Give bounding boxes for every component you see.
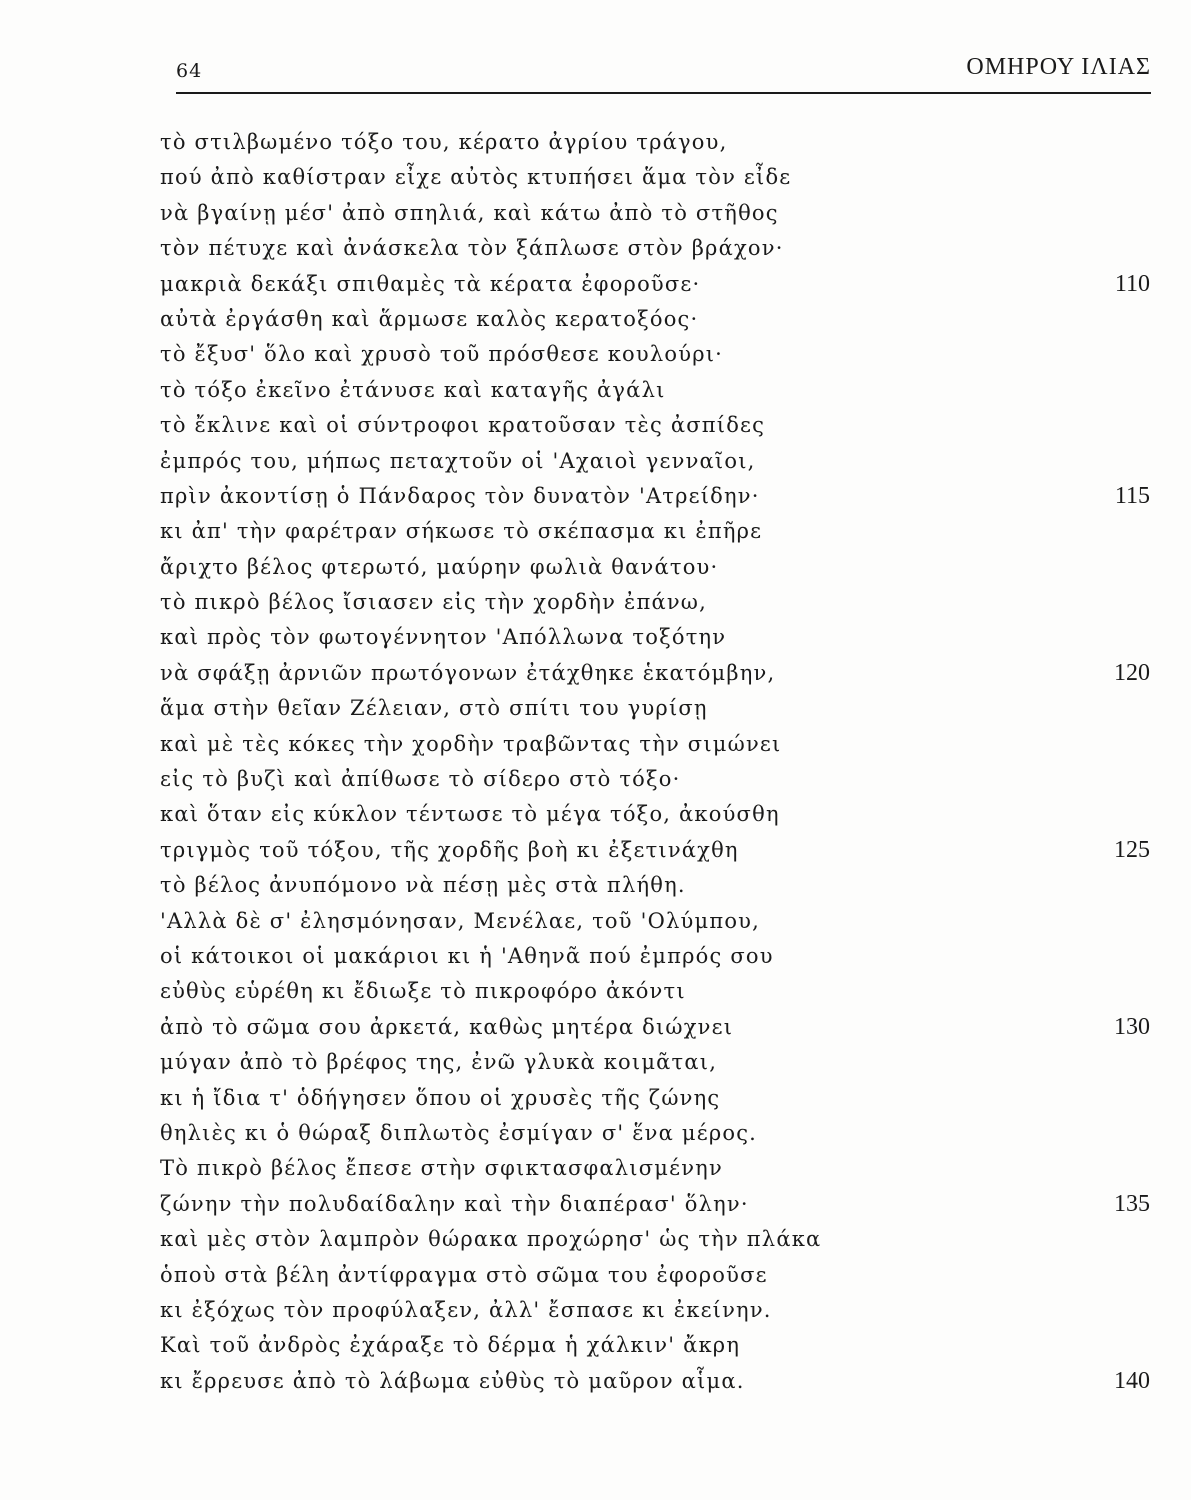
verse-line	[160, 620, 1160, 655]
verse-text: ἅμα στὴν θεῖαν Ζέλειαν, στὸ σπίτι του γυρίσῃ	[160, 696, 708, 721]
verse-line	[160, 939, 1160, 974]
verse-line	[160, 337, 1160, 372]
verse-line	[160, 833, 1160, 868]
verse-line	[160, 231, 1160, 266]
verse-text: κι ἔρρευσε ἀπὸ τὸ λάβωμα εὐθὺς τὸ μαῦρον αἷμα.	[160, 1368, 745, 1393]
verse-text: ἄριχτο βέλος φτερωτό, μαύρην φωλιὰ θανάτου·	[160, 554, 719, 579]
line-number: 140	[1114, 1367, 1150, 1394]
verse-line	[160, 444, 1160, 479]
line-number: 120	[1114, 659, 1150, 686]
verse-text: κι ἐξόχως τὸν προφύλαξεν, ἀλλ' ἔσπασε κι ἐκείνην.	[160, 1297, 772, 1322]
verse-line	[160, 550, 1160, 585]
verse-line	[160, 267, 1160, 302]
verse-text: ζώνην τὴν πολυδαίδαλην καὶ τὴν διαπέρασ' ὅλην·	[160, 1191, 749, 1216]
verse-line	[160, 974, 1160, 1009]
verse-text: ἀπὸ τὸ σῶμα σου ἀρκετά, καθὼς μητέρα διώχνει	[160, 1014, 734, 1039]
page-number: 64	[176, 60, 203, 82]
verse-text: τὸ πικρὸ βέλος ἴσιασεν εἰς τὴν χορδὴν ἐπάνω,	[160, 590, 707, 615]
verse-line	[160, 1081, 1160, 1116]
verse-line	[160, 160, 1160, 195]
verse-line	[160, 585, 1160, 620]
verse-line	[160, 1293, 1160, 1328]
verse-text: πού ἀπὸ καθίστραν εἶχε αὐτὸς κτυπήσει ἅμα τὸν εἶδε	[160, 165, 792, 190]
verse-text: μακριὰ δεκάξι σπιθαμὲς τὰ κέρατα ἐφοροῦσε·	[160, 271, 701, 296]
verse-line	[160, 691, 1160, 726]
verse-text: καὶ μὲς στὸν λαμπρὸν θώρακα προχώρησ' ὡς τὴν πλάκα	[160, 1227, 822, 1252]
verse-text: τὸ στιλβωμένο τόξο του, κέρατο ἀγρίου τράγου,	[160, 130, 728, 154]
verse-line	[160, 1258, 1160, 1293]
verse-line	[160, 656, 1160, 691]
verse-line	[160, 1151, 1160, 1186]
verse-text: κι ἡ ἴδια τ' ὁδήγησεν ὅπου οἱ χρυσὲς τῆς ζώνης	[160, 1085, 721, 1110]
line-number: 130	[1114, 1013, 1150, 1040]
verse-text: τὸ τόξο ἐκεῖνο ἐτάνυσε καὶ καταγῆς ἀγάλι	[160, 377, 666, 402]
verse-text: πρὶν ἀκοντίσῃ ὁ Πάνδαρος τὸν δυνατὸν 'Ατρείδην·	[160, 483, 760, 508]
verse-line	[160, 727, 1160, 762]
verse-text: θηλιὲς κι ὁ θώραξ διπλωτὸς ἐσμίγαν σ' ἕνα μέρος.	[160, 1120, 758, 1145]
verse-line	[160, 125, 1160, 160]
verse-text: καὶ ὅταν εἰς κύκλον τέντωσε τὸ μέγα τόξο, ἀκούσθη	[160, 802, 780, 827]
running-title: ΟΜΗΡΟΥ ΙΛΙΑΣ	[966, 54, 1151, 80]
verse-text: μύγαν ἀπὸ τὸ βρέφος της, ἐνῶ γλυκὰ κοιμᾶται,	[160, 1050, 718, 1075]
verse-line	[160, 1116, 1160, 1151]
verse-text: οἱ κάτοικοι οἱ μακάριοι κι ἡ 'Αθηνᾶ πού ἐμπρός σου	[160, 943, 774, 968]
verse-text: εὐθὺς εὑρέθη κι ἔδιωξε τὸ πικροφόρο ἀκόντι	[160, 979, 686, 1004]
verse-line	[160, 514, 1160, 549]
verse-line	[160, 1045, 1160, 1080]
verse-text: τριγμὸς τοῦ τόξου, τῆς χορδῆς βοὴ κι ἐξετινάχθη	[160, 837, 739, 862]
line-number: 110	[1114, 270, 1150, 297]
verse-text: εἰς τὸ βυζὶ καὶ ἀπίθωσε τὸ σίδερο στὸ τόξο·	[160, 767, 681, 792]
verse-line	[160, 904, 1160, 939]
verse-line	[160, 1010, 1160, 1045]
verse-text: καὶ μὲ τὲς κόκες τὴν χορδὴν τραβῶντας τὴν σιμώνει	[160, 731, 782, 756]
verse-text: τὸ ἔξυσ' ὅλο καὶ χρυσὸ τοῦ πρόσθεσε κουλούρι·	[160, 342, 724, 367]
verse-line	[160, 762, 1160, 797]
verse-text: Καὶ τοῦ ἀνδρὸς ἐχάραξε τὸ δέρμα ἡ χάλκιν' ἄκρη	[160, 1333, 741, 1358]
verse-line	[160, 1187, 1160, 1222]
line-number: 125	[1114, 836, 1150, 863]
verse-text: νὰ βγαίνῃ μέσ' ἀπὸ σπηλιά, καὶ κάτω ἀπὸ τὸ στῆθος	[160, 200, 779, 225]
verse-text: Τὸ πικρὸ βέλος ἔπεσε στὴν σφικτασφαλισμένην	[160, 1156, 723, 1181]
verse-text: τὸ ἔκλινε καὶ οἱ σύντροφοι κρατοῦσαν τὲς ἀσπίδες	[160, 413, 766, 438]
line-number: 115	[1114, 482, 1150, 509]
verse-line	[160, 797, 1160, 832]
verse-line	[160, 373, 1160, 408]
verse-text: 'Αλλὰ δὲ σ' ἐλησμόνησαν, Μενέλαε, τοῦ 'Ολύμπου,	[160, 908, 761, 933]
verse-line	[160, 1222, 1160, 1257]
verse-text: αὐτὰ ἐργάσθη καὶ ἅρμωσε καλὸς κερατοξόος·	[160, 306, 699, 331]
verse-text: ὁποὺ στὰ βέλη ἀντίφραγμα στὸ σῶμα του ἐφοροῦσε	[160, 1262, 768, 1287]
verse-line	[160, 408, 1160, 443]
verse-line	[160, 196, 1160, 231]
verse-line	[160, 302, 1160, 337]
verse-text: ἐμπρός του, μήπως πεταχτοῦν οἱ 'Αχαιοὶ γενναῖοι,	[160, 448, 756, 473]
verse-text: τὸ βέλος ἀνυπόμονο νὰ πέσῃ μὲς στὰ πλήθη.	[160, 873, 686, 898]
verse-text: τὸν πέτυχε καὶ ἀνάσκελα τὸν ξάπλωσε στὸν βράχον·	[160, 236, 784, 261]
header-rule	[176, 92, 1151, 94]
verse-block	[160, 125, 1160, 1399]
verse-line	[160, 868, 1160, 903]
verse-text: καὶ πρὸς τὸν φωτογέννητον 'Απόλλωνα τοξότην	[160, 625, 727, 650]
verse-line	[160, 1364, 1160, 1399]
line-number: 135	[1114, 1190, 1150, 1217]
verse-text: κι ἀπ' τὴν φαρέτραν σήκωσε τὸ σκέπασμα κι ἐπῆρε	[160, 519, 763, 544]
page-header	[176, 54, 1151, 94]
verse-line	[160, 1328, 1160, 1363]
verse-text: νὰ σφάξῃ ἀρνιῶν πρωτόγονων ἐτάχθηκε ἑκατόμβην,	[160, 660, 776, 685]
verse-line	[160, 479, 1160, 514]
